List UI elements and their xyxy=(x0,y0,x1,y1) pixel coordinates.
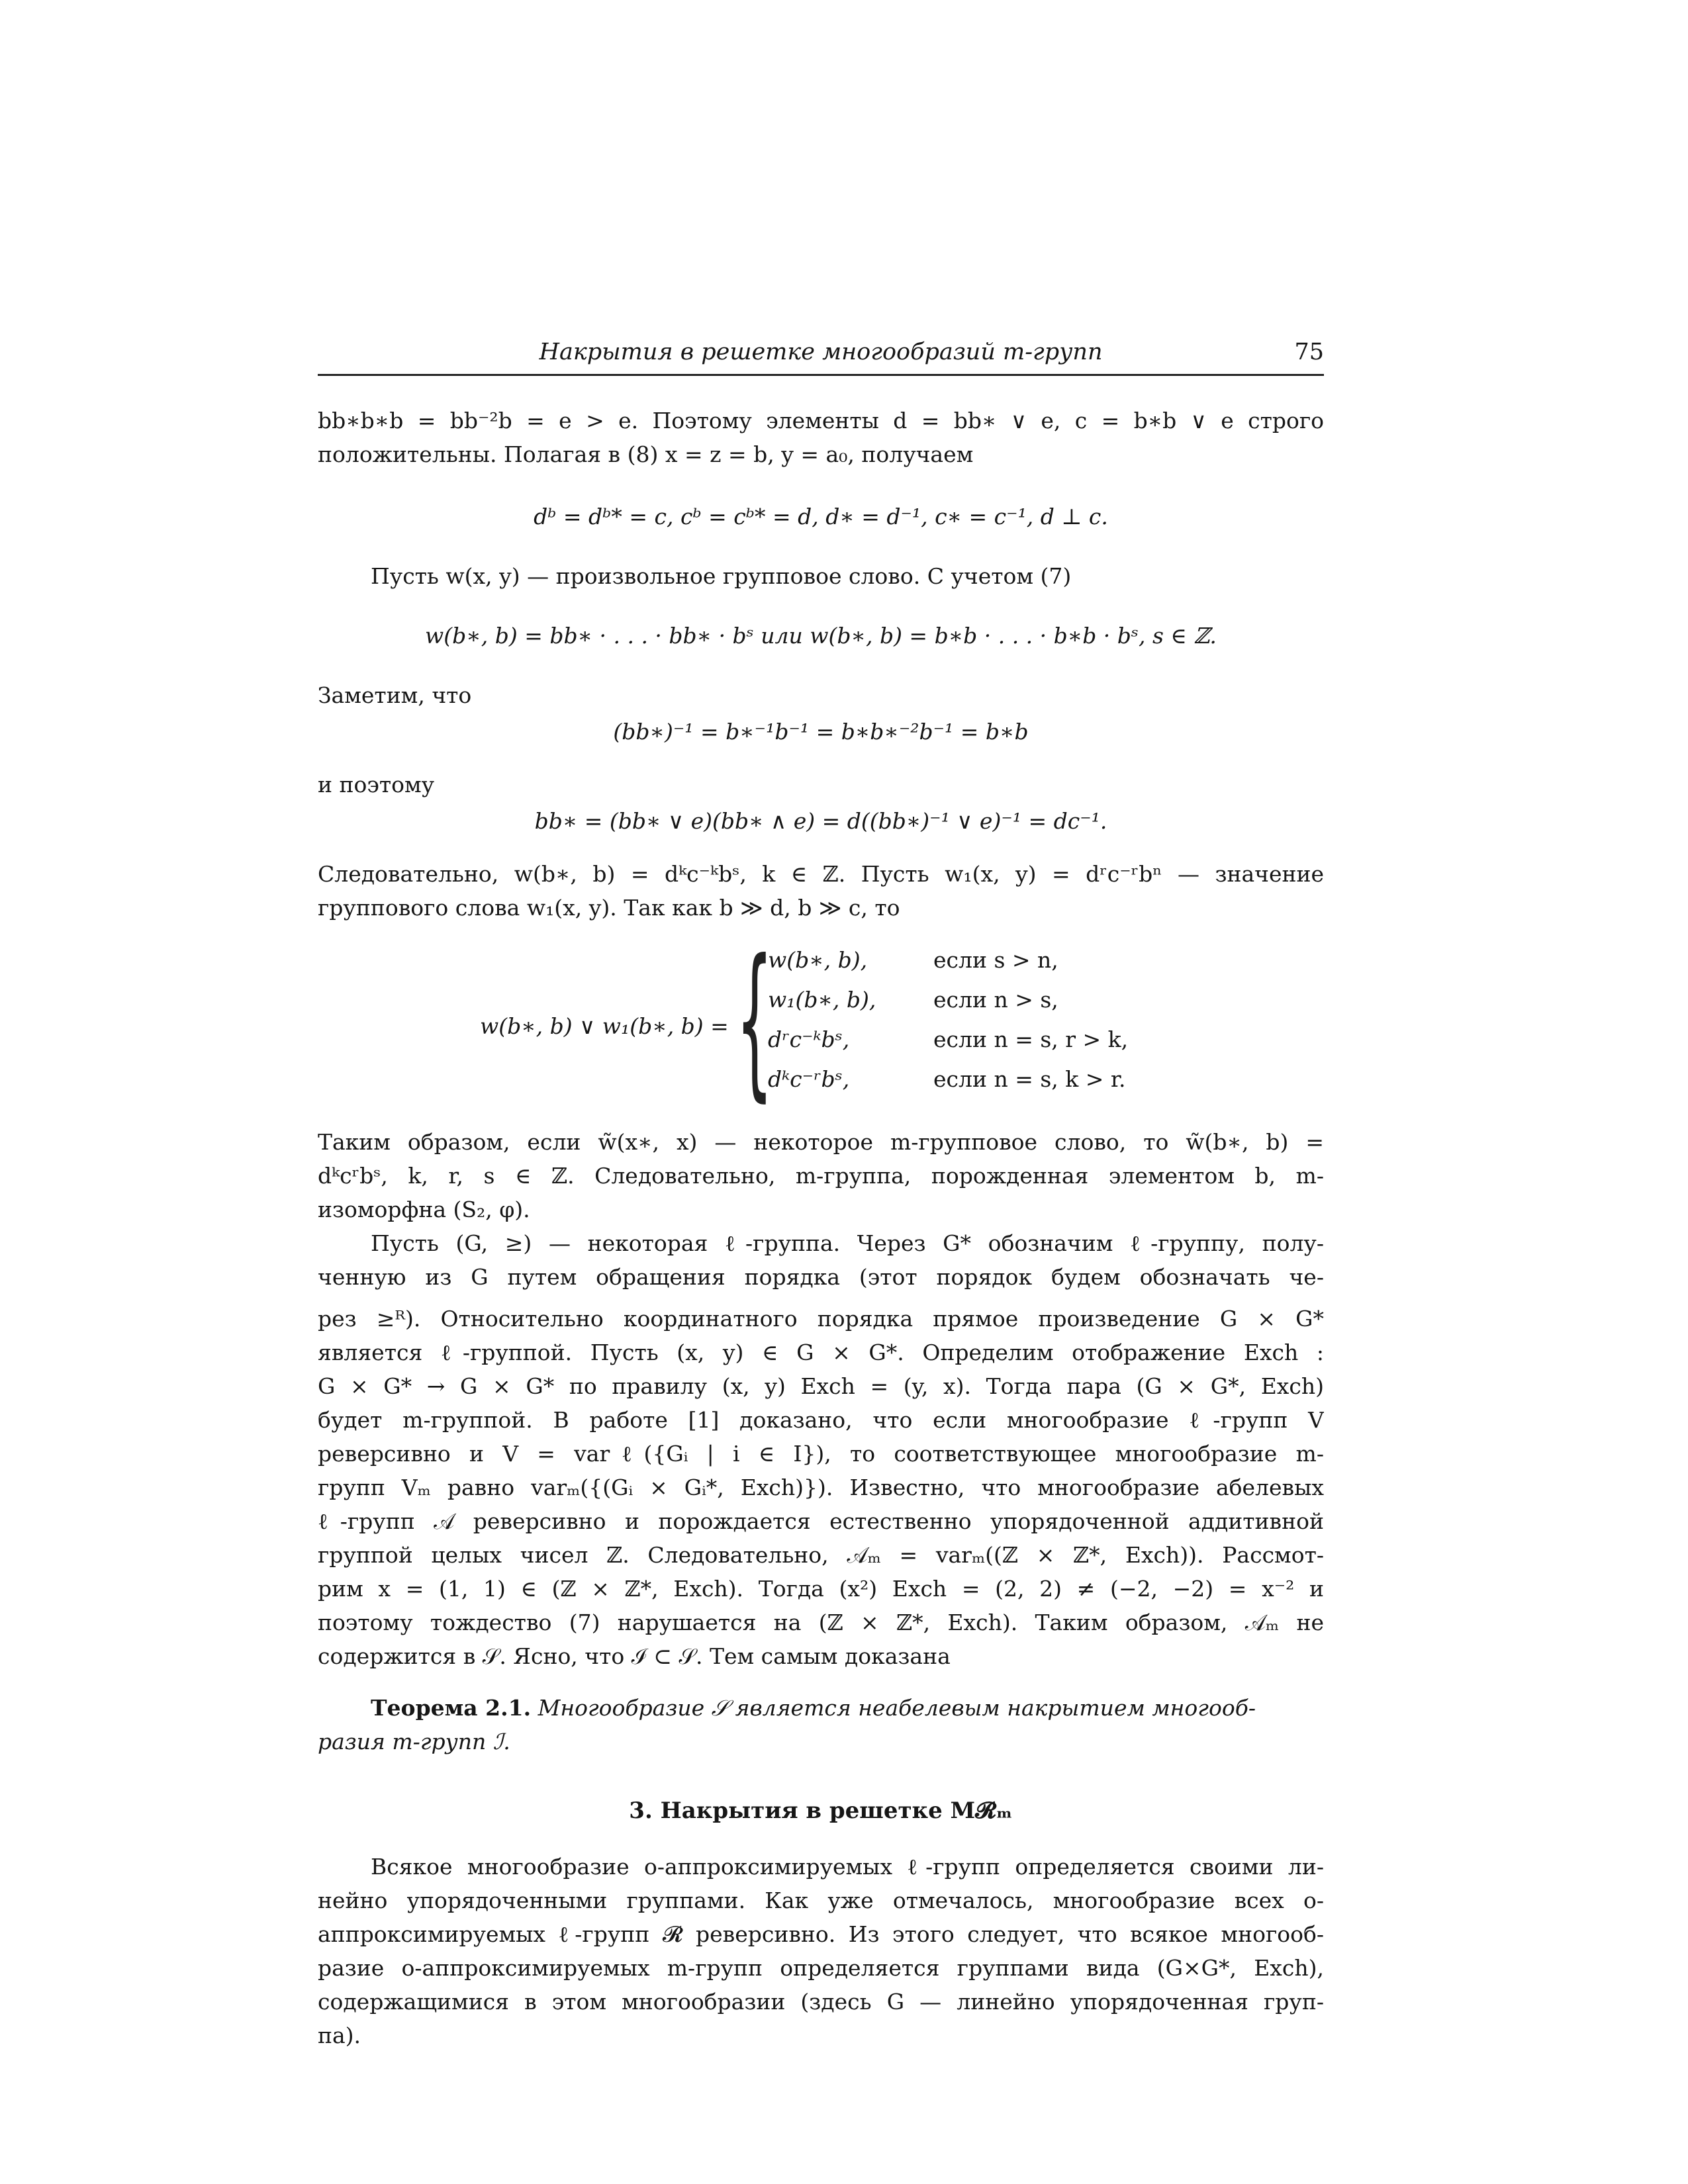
piecewise-row xyxy=(768,1023,1128,1056)
theorem-label: Теорема 2.1. xyxy=(371,1695,532,1721)
paragraph-8-line: Всякое многообразие o-аппроксимируемых ℓ-групп определяется своими ли- xyxy=(371,1854,1324,1880)
theorem-line xyxy=(318,1691,1324,1725)
paragraph-3-line: Заметим, что xyxy=(318,682,472,708)
piecewise-expr: dʳc⁻ᵏbˢ, xyxy=(768,1026,850,1052)
paragraph-7-line: реверсивно и V = varℓ({Gᵢ | i ∈ I}), то соответствующее многообразие m- xyxy=(318,1441,1324,1467)
piecewise-expr: dᵏc⁻ʳbˢ, xyxy=(768,1066,850,1092)
piecewise-row xyxy=(768,1062,1126,1096)
running-title: Накрытия в решетке многообразий m-групп xyxy=(539,339,1103,365)
paragraph-7-line: будет m-группой. В работе [1] доказано, что если многообразие ℓ-групп V xyxy=(318,1407,1324,1433)
piecewise-row xyxy=(768,943,1058,977)
paragraph-6-line: Таким образом, если w̃(x∗, x) — некоторое m-групповое слово, то w̃(b∗, b) = xyxy=(318,1129,1324,1155)
theorem-text: Многообразие 𝒮 является неабелевым накрытием многооб- xyxy=(538,1695,1256,1721)
paragraph-1 xyxy=(318,404,1324,471)
piecewise-expr: w₁(b∗, b), xyxy=(768,987,876,1013)
piecewise-cond: если n = s, k > r. xyxy=(933,1066,1126,1092)
paragraph-1-line: bb∗b∗b = bb⁻²b = e > e. Поэтому элементы d = bb∗ ∨ e, c = b∗b ∨ e строго xyxy=(318,408,1324,433)
paragraph-7-line: Пусть (G, ≥) — некоторая ℓ-группа. Через G* обозначим ℓ-группу, полу- xyxy=(371,1230,1324,1256)
paragraph-5 xyxy=(318,857,1324,925)
paragraph-7-line: рез ≥ᴿ). Относительно координатного порядка прямое произведение G × G* xyxy=(318,1306,1324,1332)
piecewise-cond: если n = s, r > k, xyxy=(933,1026,1129,1052)
paragraph-6-line: изоморфна (S₂, φ). xyxy=(318,1197,530,1222)
equation-3: (bb∗)⁻¹ = b∗⁻¹b⁻¹ = b∗b∗⁻²b⁻¹ = b∗b xyxy=(613,719,1029,745)
piecewise-cond: если s > n, xyxy=(933,947,1058,973)
paragraph-6 xyxy=(318,1125,1324,1226)
paragraph-8-line: содержащимися в этом многообразии (здесь G — линейно упорядоченная груп- xyxy=(318,1989,1324,2015)
paragraph-5-line: Следовательно, w(b∗, b) = dᵏc⁻ᵏbˢ, k ∈ ℤ. Пусть w₁(x, y) = dʳc⁻ʳbⁿ — значение xyxy=(318,861,1324,887)
paragraph-8-line: па). xyxy=(318,2023,361,2048)
paragraph-7-line: групп Vₘ равно varₘ({(Gᵢ × Gᵢ*, Exch)}). Известно, что многообразие абелевых xyxy=(318,1475,1324,1500)
left-brace-icon: { xyxy=(736,924,773,1116)
piecewise-expr: w(b∗, b), xyxy=(768,947,868,973)
paragraph-2-line: Пусть w(x, y) — произвольное групповое слово. С учетом (7) xyxy=(371,563,1072,589)
paragraph-7-line: ℓ-групп 𝒜 реверсивно и порождается естественно упорядоченной аддитивной xyxy=(318,1508,1324,1534)
main-column xyxy=(318,0,1324,2184)
paragraph-6-line: dᵏcʳbˢ, k, r, s ∈ ℤ. Следовательно, m-группа, порожденная элементом b, m- xyxy=(318,1163,1324,1189)
paragraph-5-line: группового слова w₁(x, y). Так как b ≫ d, b ≫ c, то xyxy=(318,895,900,921)
theorem-2-1 xyxy=(318,1691,1324,1758)
paragraph-3 xyxy=(318,678,1324,712)
paragraph-2 xyxy=(318,559,1324,593)
equation-1: dᵇ = dᵇ* = c, cᵇ = cᵇ* = d, d∗ = d⁻¹, c∗ = c⁻¹, d ⊥ c. xyxy=(534,504,1108,529)
page-number: 75 xyxy=(1294,339,1324,365)
piecewise-equation xyxy=(318,924,1324,1116)
paragraph-8-line: аппроксимируемых ℓ-групп 𝓡 реверсивно. Из этого следует, что всякое многооб- xyxy=(318,1921,1324,1947)
paragraph-7-line: является ℓ-группой. Пусть (x, y) ∈ G × G*. Определим отображение Exch : xyxy=(318,1340,1324,1365)
paragraph-8 xyxy=(318,1850,1324,2052)
paragraph-7-line: группой целых чисел ℤ. Следовательно, 𝒜ₘ = varₘ((ℤ × ℤ*, Exch)). Рассмот- xyxy=(318,1542,1324,1568)
paragraph-7-line: поэтому тождество (7) нарушается на (ℤ × ℤ*, Exch). Таким образом, 𝒜ₘ не xyxy=(318,1610,1324,1635)
paragraph-8-line: разие o-аппроксимируемых m-групп определяется группами вида (G×G*, Exch), xyxy=(318,1955,1324,1981)
paragraph-7 xyxy=(318,1226,1324,1673)
paragraph-4 xyxy=(318,768,1324,801)
piecewise-cond: если n > s, xyxy=(933,987,1058,1013)
paragraph-7-line: содержится в 𝒮. Ясно, что ℐ ⊂ 𝒮. Тем самым доказана xyxy=(318,1643,951,1669)
paragraph-8-line: нейно упорядоченными группами. Как уже отмечалось, многообразие всех o- xyxy=(318,1888,1324,1913)
piecewise-row xyxy=(768,983,1058,1017)
theorem-text: разия m-групп ℐ. xyxy=(318,1729,510,1754)
piecewise-lhs: w(b∗, b) ∨ w₁(b∗, b) = xyxy=(480,1013,729,1039)
equation-2: w(b∗, b) = bb∗ · . . . · bb∗ · bˢ или w(b∗, b) = b∗b · . . . · b∗b · bˢ, s ∈ ℤ. xyxy=(425,623,1217,649)
section-title: 3. Накрытия в решетке M𝓡ₘ xyxy=(629,1797,1013,1824)
paragraph-7-line: рим x = (1, 1) ∈ (ℤ × ℤ*, Exch). Тогда (x²) Exch = (2, 2) ≠ (−2, −2) = x⁻² и xyxy=(318,1576,1324,1602)
paragraph-1-line: положительны. Полагая в (8) x = z = b, y = a₀, получаем xyxy=(318,441,974,467)
paragraph-7-line: ченную из G путем обращения порядка (этот порядок будем обозначать че- xyxy=(318,1264,1324,1290)
paragraph-4-line: и поэтому xyxy=(318,772,435,797)
equation-4: bb∗ = (bb∗ ∨ e)(bb∗ ∧ e) = d((bb∗)⁻¹ ∨ e)⁻¹ = dc⁻¹. xyxy=(534,808,1107,834)
paragraph-7-line: G × G* → G × G* по правилу (x, y) Exch = (y, x). Тогда пара (G × G*, Exch) xyxy=(318,1373,1324,1399)
